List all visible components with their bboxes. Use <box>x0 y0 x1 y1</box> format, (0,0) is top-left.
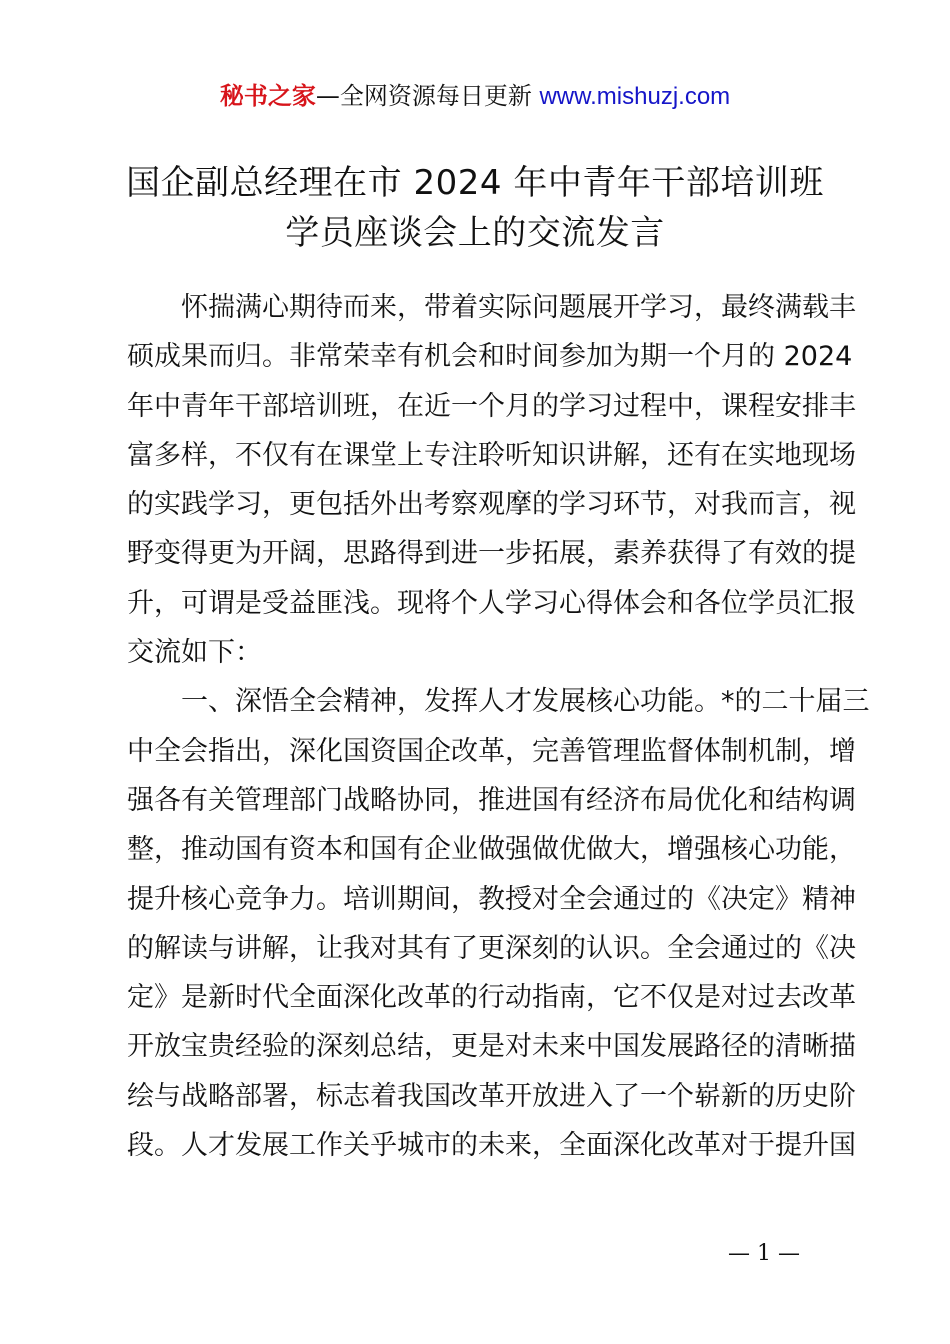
paragraph-1-line: 年中青年干部培训班，在近一个月的学习过程中，课程安排丰 <box>127 390 856 422</box>
paragraph-2-line: 绘与战略部署，标志着我国改革开放进入了一个崭新的历史阶 <box>127 1080 856 1112</box>
paragraph-2-line: 提升核心竞争力。培训期间，教授对全会通过的《决定》精神 <box>127 883 856 915</box>
paragraph-2-line: 开放宝贵经验的深刻总结，更是对未来中国发展路径的清晰描 <box>127 1031 856 1063</box>
paragraph-1-line: 怀揣满心期待而来，带着实际问题展开学习，最终满载丰 <box>181 292 856 323</box>
document-title-line-2: 学员座谈会上的交流发言 <box>285 213 665 253</box>
site-brand: 秘书之家 <box>219 82 316 110</box>
paragraph-1-line: 升，可谓是受益匪浅。现将个人学习心得体会和各位学员汇报 <box>127 587 856 619</box>
paragraph-2-line: 整，推动国有资本和国有企业做强做优做大，增强核心功能， <box>127 834 856 866</box>
site-banner <box>0 80 950 113</box>
paragraph-2-line: 强各有关管理部门战略协同，推进国有经济布局优化和结构调 <box>127 784 856 816</box>
paragraph-1-line: 硕成果而归。非常荣幸有机会和时间参加为期一个月的 2024 <box>127 341 853 373</box>
document-title-line-1: 国企副总经理在市 2024 年中青年干部培训班 <box>126 163 824 203</box>
site-tagline: —全网资源每日更新 <box>315 82 540 110</box>
site-url-link[interactable]: www.mishuzj.com <box>539 83 731 110</box>
paragraph-1-line: 野变得更为开阔，思路得到进一步拓展，素养获得了有效的提 <box>127 538 856 570</box>
paragraph-2-line: 段。人才发展工作关乎城市的未来，全面深化改革对于提升国 <box>127 1130 856 1162</box>
paragraph-2-line: 的解读与讲解，让我对其有了更深刻的认识。全会通过的《决 <box>127 932 856 964</box>
document-title <box>60 158 890 258</box>
paragraph-2-line: 定》是新时代全面深化改革的行动指南，它不仅是对过去改革 <box>127 982 856 1014</box>
paragraph-2-line: 中全会指出，深化国资国企改革，完善管理监督体制机制，增 <box>127 735 856 767</box>
paragraph-2-line: 一、深悟全会精神，发挥人才发展核心功能。*的二十届三 <box>181 686 870 718</box>
document-body <box>127 283 870 1170</box>
page-number: — 1 — <box>728 1241 800 1266</box>
paragraph-1-line: 的实践学习，更包括外出考察观摩的学习环节，对我而言，视 <box>127 489 856 521</box>
paragraph-1-line: 交流如下： <box>127 637 262 669</box>
paragraph-1-line: 富多样，不仅有在课堂上专注聆听知识讲解，还有在实地现场 <box>127 439 856 471</box>
